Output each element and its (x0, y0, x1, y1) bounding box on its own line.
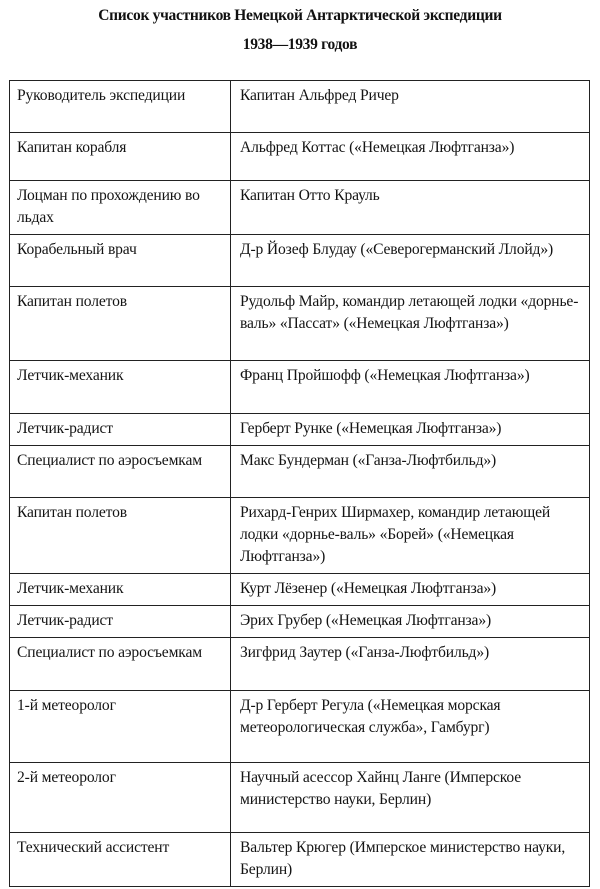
person-cell: Альфред Коттас («Немецкая Люфтганза») (231, 133, 590, 181)
person-cell: Д-р Герберт Регула («Немецкая морская метеорологическая служба», Гамбург) (231, 691, 590, 763)
document-title: Список участников Немецкой Антарктической экспедиции (98, 7, 502, 24)
table-row (10, 81, 590, 133)
table-row (10, 833, 590, 887)
person-cell: Курт Лёзенер («Немецкая Люфтганза») (231, 574, 590, 606)
role-cell: Технический ассистент (10, 833, 231, 887)
role-cell: Летчик-радист (10, 606, 231, 638)
table-row (10, 498, 590, 574)
table-row (10, 446, 590, 498)
role-cell: Специалист по аэросъемкам (10, 446, 231, 498)
table-row (10, 287, 590, 361)
table-row (10, 235, 590, 287)
role-cell: 2-й метеоролог (10, 763, 231, 833)
person-cell: Герберт Рунке («Немецкая Люфтганза») (231, 414, 590, 446)
person-cell: Эрих Грубер («Немецкая Люфтганза») (231, 606, 590, 638)
role-cell: Капитан полетов (10, 287, 231, 361)
table-row (10, 606, 590, 638)
table-row (10, 181, 590, 235)
table-row (10, 574, 590, 606)
person-cell: Рихард-Генрих Ширмахер, командир летающей лодки «дорнье-валь» «Борей» («Немецкая Люфтганза») (231, 498, 590, 574)
person-cell: Вальтер Крюгер (Имперское министерство науки, Берлин) (231, 833, 590, 887)
table-row (10, 763, 590, 833)
person-cell: Зигфрид Заутер («Ганза-Люфтбильд») (231, 638, 590, 691)
role-cell: Лоцман по прохождению во льдах (10, 181, 231, 235)
table-row (10, 638, 590, 691)
expedition-roster-table (9, 80, 590, 887)
role-cell: Летчик-механик (10, 574, 231, 606)
person-cell: Научный асессор Хайнц Ланге (Имперское министерство науки, Берлин) (231, 763, 590, 833)
role-cell: Руководитель экспедиции (10, 81, 231, 133)
person-cell: Капитан Отто Крауль (231, 181, 590, 235)
person-cell: Рудольф Майр, командир летающей лодки «дорнье-валь» «Пассат» («Немецкая Люфтганза») (231, 287, 590, 361)
role-cell: Специалист по аэросъемкам (10, 638, 231, 691)
role-cell: Капитан полетов (10, 498, 231, 574)
role-cell: Капитан корабля (10, 133, 231, 181)
person-cell: Д-р Йозеф Блудау («Северогерманский Ллойд») (231, 235, 590, 287)
document-subtitle-years: 1938—1939 годов (242, 36, 358, 53)
role-cell: Летчик-механик (10, 361, 231, 414)
person-cell: Франц Пройшофф («Немецкая Люфтганза») (231, 361, 590, 414)
person-cell: Макс Бундерман («Ганза-Люфтбильд») (231, 446, 590, 498)
table-row (10, 691, 590, 763)
person-cell: Капитан Альфред Ричер (231, 81, 590, 133)
table-row (10, 414, 590, 446)
table-row (10, 133, 590, 181)
role-cell: 1-й метеоролог (10, 691, 231, 763)
table-row (10, 361, 590, 414)
role-cell: Летчик-радист (10, 414, 231, 446)
role-cell: Корабельный врач (10, 235, 231, 287)
